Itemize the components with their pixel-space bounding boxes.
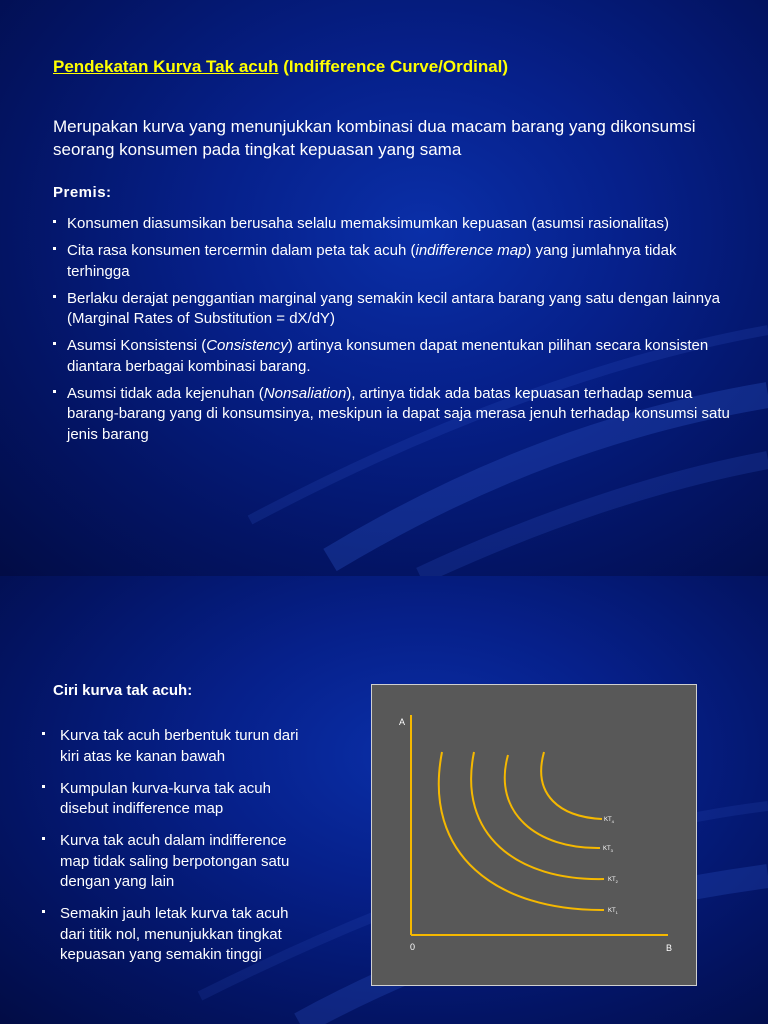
- premis-italic-term: Nonsaliation: [263, 384, 347, 402]
- indifference-map-figure: [371, 684, 697, 986]
- premis-text: Berlaku derajat penggantian marginal yang semakin kecil antara barang yang satu dengan lainnya (Marginal Rates of Substitution = dX/dY): [67, 289, 720, 327]
- curve-label-kt2: $KT_2$: [608, 877, 618, 884]
- characteristic-item: [42, 726, 312, 767]
- premis-item: [53, 289, 733, 330]
- bullet-icon: [42, 910, 45, 913]
- characteristics-heading: Ciri kurva tak acuh:: [53, 682, 193, 699]
- curve-label-kt4: $KT_4$: [604, 817, 614, 824]
- slide-title: [53, 57, 508, 77]
- slide-title-underlined: Pendekatan Kurva Tak acuh: [53, 57, 279, 76]
- indifference-curve-kt1: [439, 752, 604, 910]
- premis-item: [53, 214, 733, 235]
- bullet-icon: [53, 342, 56, 345]
- bullet-icon: [42, 732, 45, 735]
- premis-text: Cita rasa konsumen tercermin dalam peta tak acuh (: [67, 242, 416, 259]
- premis-text: ) yang jumlahnya tidak terhingga: [67, 242, 677, 280]
- premis-italic-term: Consistency: [206, 337, 288, 354]
- bullet-icon: [53, 247, 56, 250]
- indifference-map-diagram: [372, 685, 696, 985]
- indifference-curve-kt2: [471, 752, 604, 879]
- origin-label: 0: [410, 942, 416, 952]
- characteristic-item: [42, 904, 312, 966]
- premis-italic-term: indifference map: [415, 242, 527, 259]
- premis-item: [53, 384, 733, 446]
- premis-text: Asumsi Konsistensi (: [67, 337, 207, 354]
- slide-2: [0, 576, 768, 1024]
- curve-label-kt1: $KT_1$: [608, 908, 618, 915]
- premis-item: [53, 336, 733, 377]
- characteristics-list: [42, 726, 312, 977]
- indifference-curve-kt4: [541, 752, 602, 819]
- premis-item: [53, 241, 733, 282]
- characteristic-item: [42, 779, 312, 820]
- premis-text: ), artinya tidak ada batas kepuasan terhadap semua barang-barang yang di konsumsinya, meskipun ia dapat saja merasa jenuh terhadap konsumsi satu jenis barang: [67, 384, 730, 443]
- premis-text: Asumsi tidak ada kejenuhan (: [67, 384, 264, 402]
- bullet-icon: [42, 785, 45, 788]
- bullet-icon: [53, 390, 56, 393]
- characteristic-text: Kumpulan kurva-kurva tak acuh disebut indifference map: [60, 779, 271, 817]
- premis-label: Premis:: [53, 184, 112, 201]
- bullet-icon: [53, 295, 56, 298]
- premis-text: ) artinya konsumen dapat menentukan pilihan secara konsisten diantara berbagai kombinasi barang.: [67, 337, 709, 375]
- slide-title-rest: (Indifference Curve/Ordinal): [278, 57, 509, 76]
- curve-label-kt3: $KT_3$: [603, 846, 613, 853]
- intro-text: Merupakan kurva yang menunjukkan kombinasi dua macam barang yang dikonsumsi seorang konsumen pada tingkat kepuasan yang sama: [53, 117, 696, 159]
- characteristic-text: Semakin jauh letak kurva tak acuh dari titik nol, menunjukkan tingkat kepuasan yang semakin tinggi: [60, 905, 289, 963]
- y-axis-label: A: [399, 717, 406, 727]
- bullet-icon: [42, 837, 45, 840]
- characteristic-item: [42, 831, 312, 893]
- x-axis-label: B: [666, 943, 673, 953]
- bullet-icon: [53, 220, 56, 223]
- characteristic-text: Kurva tak acuh berbentuk turun dari kiri atas ke kanan bawah: [60, 727, 299, 765]
- characteristic-text: Kurva tak acuh dalam indifference map tidak saling berpotongan satu dengan yang lain: [60, 832, 290, 890]
- premis-list: [53, 214, 733, 452]
- premis-text: Konsumen diasumsikan berusaha selalu memaksimumkan kepuasan (asumsi rasionalitas): [67, 215, 669, 232]
